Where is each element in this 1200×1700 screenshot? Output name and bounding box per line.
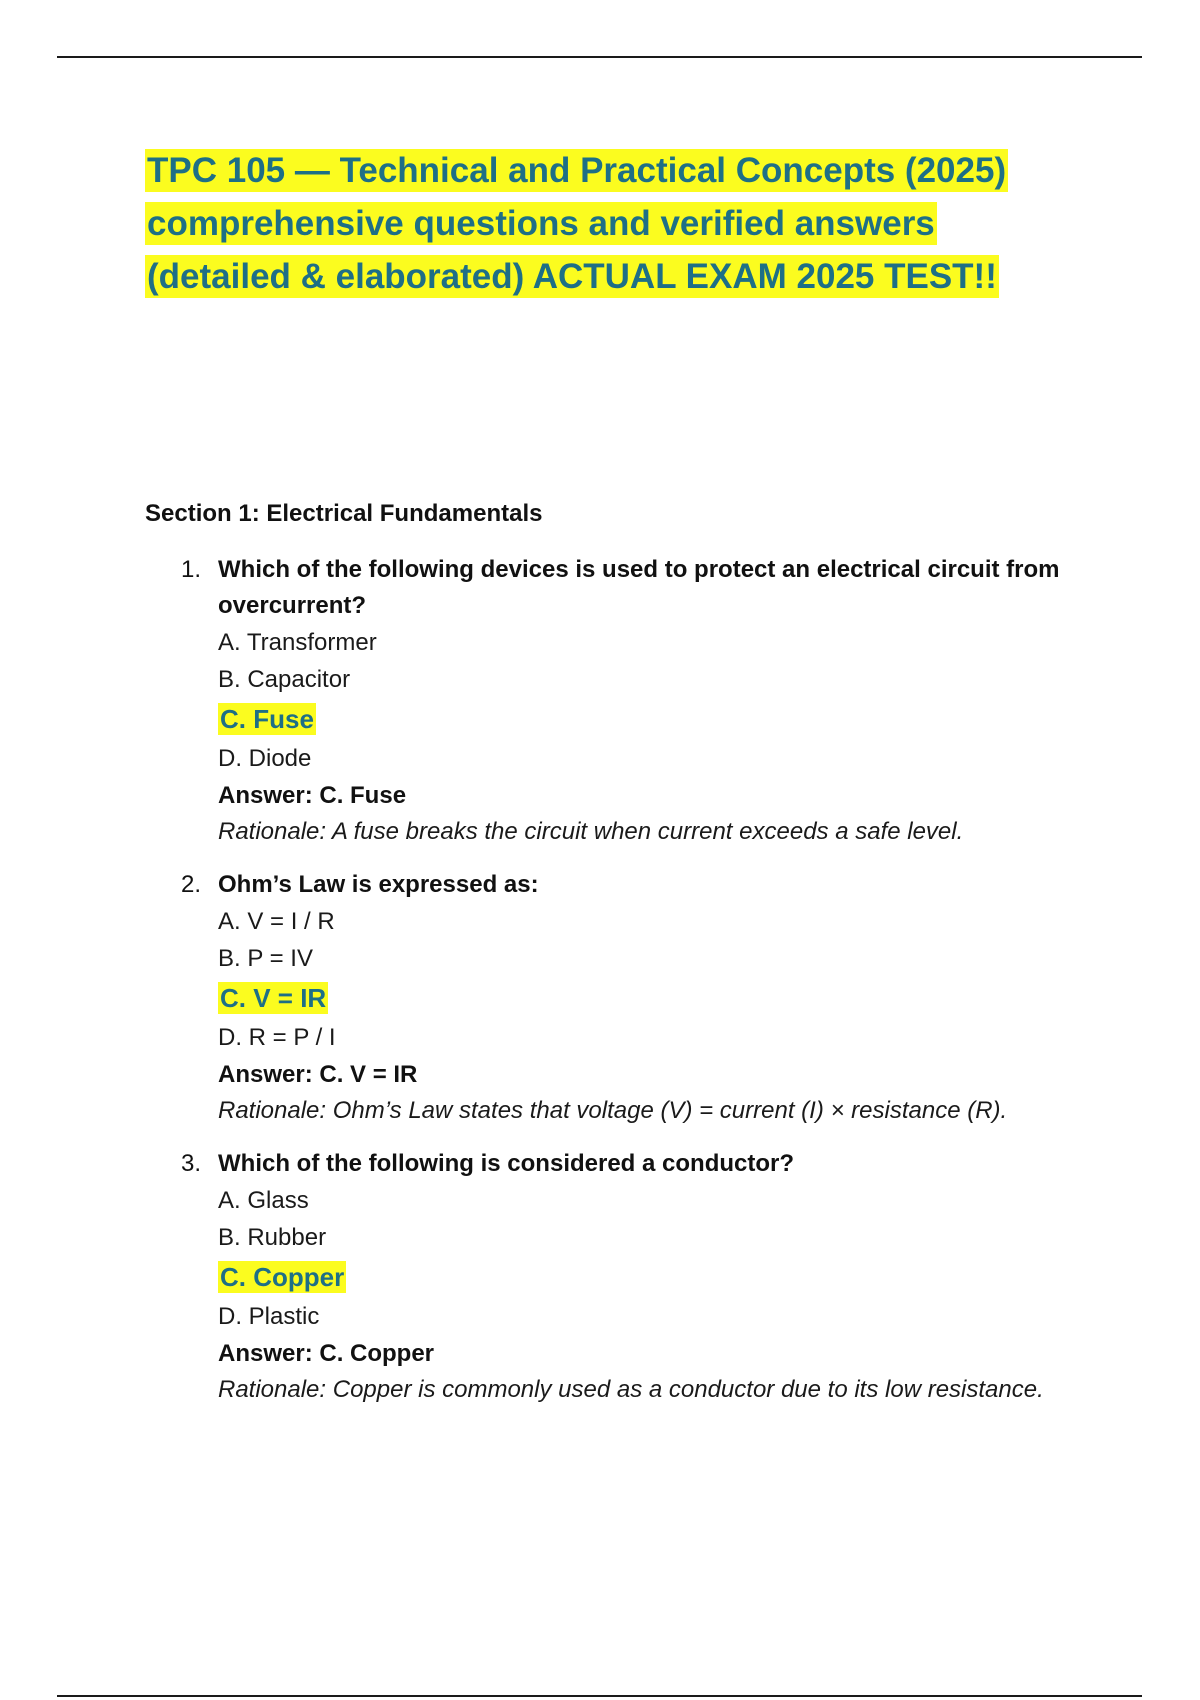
option-d: D. R = P / I (218, 1024, 336, 1051)
question-item (145, 552, 1105, 850)
option-b: B. Rubber (218, 1224, 327, 1251)
correct-option-highlight: C. Fuse (220, 704, 314, 734)
question-item (145, 1146, 1105, 1408)
top-divider (57, 56, 1142, 58)
option-c-correct (218, 698, 1105, 740)
option-b: B. Capacitor (218, 666, 351, 693)
question-text: Which of the following devices is used to protect an electrical circuit from overcurrent? (218, 556, 1060, 619)
question-number: 2. (181, 871, 202, 898)
question-item (145, 867, 1105, 1129)
question-number: 3. (181, 1150, 202, 1177)
option-d: D. Plastic (218, 1303, 320, 1330)
question-list (145, 552, 1105, 1425)
bottom-divider (57, 1695, 1142, 1697)
answer-line: Answer: C. Copper (218, 1340, 435, 1367)
question-number: 1. (181, 556, 202, 583)
question-text: Ohm’s Law is expressed as: (218, 871, 539, 898)
option-b: B. P = IV (218, 945, 313, 972)
rationale-text: Rationale: Copper is commonly used as a conductor due to its low resistance. (218, 1376, 1044, 1403)
option-c-correct (218, 977, 1105, 1019)
correct-option-highlight: C. Copper (220, 1262, 345, 1292)
option-d: D. Diode (218, 745, 312, 772)
answer-line: Answer: C. Fuse (218, 782, 407, 809)
option-c-correct (218, 1256, 1105, 1298)
option-a: A. Glass (218, 1187, 309, 1214)
option-a: A. Transformer (218, 629, 377, 656)
section-heading: Section 1: Electrical Fundamentals (145, 500, 543, 527)
correct-option-highlight: C. V = IR (220, 983, 327, 1013)
question-text: Which of the following is considered a conductor? (218, 1150, 795, 1177)
document-title (145, 144, 1025, 303)
rationale-text: Rationale: A fuse breaks the circuit when current exceeds a safe level. (218, 818, 964, 845)
rationale-text: Rationale: Ohm’s Law states that voltage (V) = current (I) × resistance (R). (218, 1097, 1008, 1124)
title-highlight: TPC 105 — Technical and Practical Concepts (2025) comprehensive questions and verified answers (detailed & elaborated) ACTUAL EXAM 2025 TEST!! (147, 151, 1007, 296)
option-a: A. V = I / R (218, 908, 335, 935)
answer-line: Answer: C. V = IR (218, 1061, 418, 1088)
